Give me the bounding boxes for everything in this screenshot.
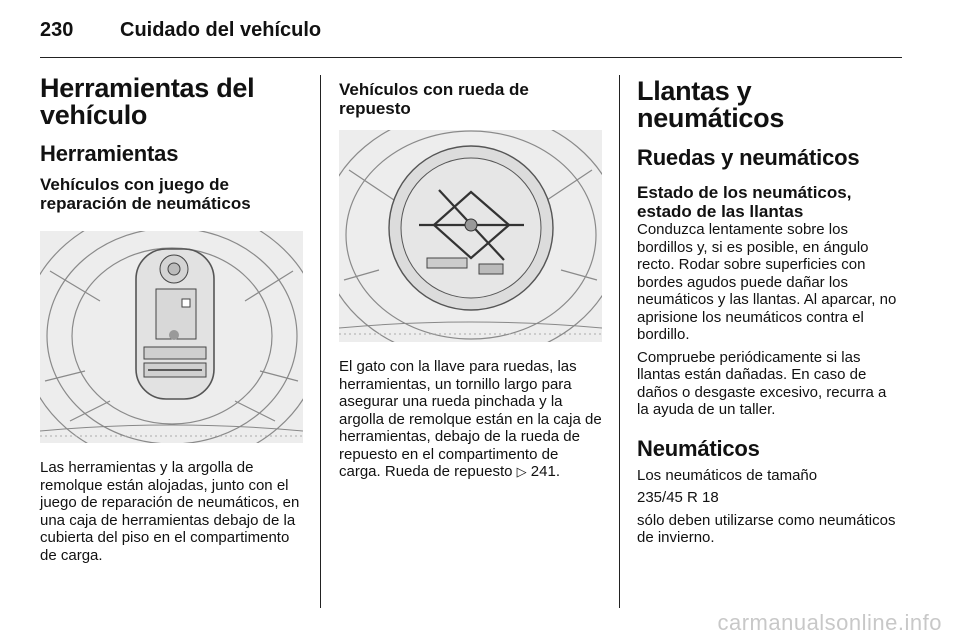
ref-page: 241.	[530, 463, 560, 480]
body-repair-kit: Las herramientas y la argolla de remolque están alojadas, junto con el juego de reparación de neumáticos, en una caja de herramientas debajo de la cubierta del piso en el compartimento de carga.	[40, 459, 300, 564]
subheading-wheels-tyres: Ruedas y neumáticos	[637, 145, 860, 170]
heading-tools: Herramientas del vehículo	[40, 73, 255, 130]
section-title: Cuidado del vehículo	[120, 19, 322, 41]
body-tyre-condition-1: Conduzca lentamente sobre los bordillos y, si es posible, en ángulo recto. Rodar sobre superficies con bordes agudos puede dañar los neumáticos y las llantas. Al aparcar, no aprisione los neumáticos contra el bordillo.	[637, 221, 897, 343]
column-2	[339, 75, 602, 481]
body-tyres-winter: sólo deben utilizarse como neumáticos de invierno.	[637, 511, 896, 546]
column-1	[40, 75, 303, 564]
spare-wheel-jack-illustration	[339, 130, 602, 342]
column-divider-2	[619, 75, 620, 608]
subheading-tyre-condition: Estado de los neumáticos, estado de las llantas	[637, 183, 852, 221]
toolbox-repair-kit-illustration	[40, 231, 303, 443]
heading-rims-tyres: Llantas y neumáticos	[637, 76, 785, 133]
arrow-ref-icon: ▷	[516, 464, 527, 479]
body-tyre-condition-2: Compruebe periódicamente si las llantas están dañadas. En caso de daños o desgaste excesivo, recurra a la ayuda de un taller.	[637, 348, 887, 418]
subheading-spare-wheel: Vehículos con rueda de repuesto	[339, 80, 529, 118]
header-divider	[40, 57, 902, 58]
column-divider-1	[320, 75, 321, 608]
page-number: 230	[40, 19, 74, 41]
body-spare-wheel	[339, 358, 602, 481]
subheading-tools: Herramientas	[40, 141, 179, 166]
body-tyres-size: 235/45 R 18	[637, 489, 719, 506]
body-spare-wheel-text: El gato con la llave para ruedas, las herramientas, un tornillo largo para asegurar una rueda pinchada y la argolla de remolque están en la caja de herramientas, debajo de la rueda de repuesto en el compartimento de carga. Rueda de repuesto	[339, 358, 602, 480]
watermark: carmanualsonline.info	[717, 610, 942, 635]
subheading-tyres: Neumáticos	[637, 435, 760, 461]
subheading-repair-kit: Vehículos con juego de reparación de neumáticos	[40, 175, 251, 213]
body-tyres-size-intro: Los neumáticos de tamaño	[637, 466, 818, 484]
column-3	[637, 75, 902, 547]
page-header	[40, 14, 902, 44]
